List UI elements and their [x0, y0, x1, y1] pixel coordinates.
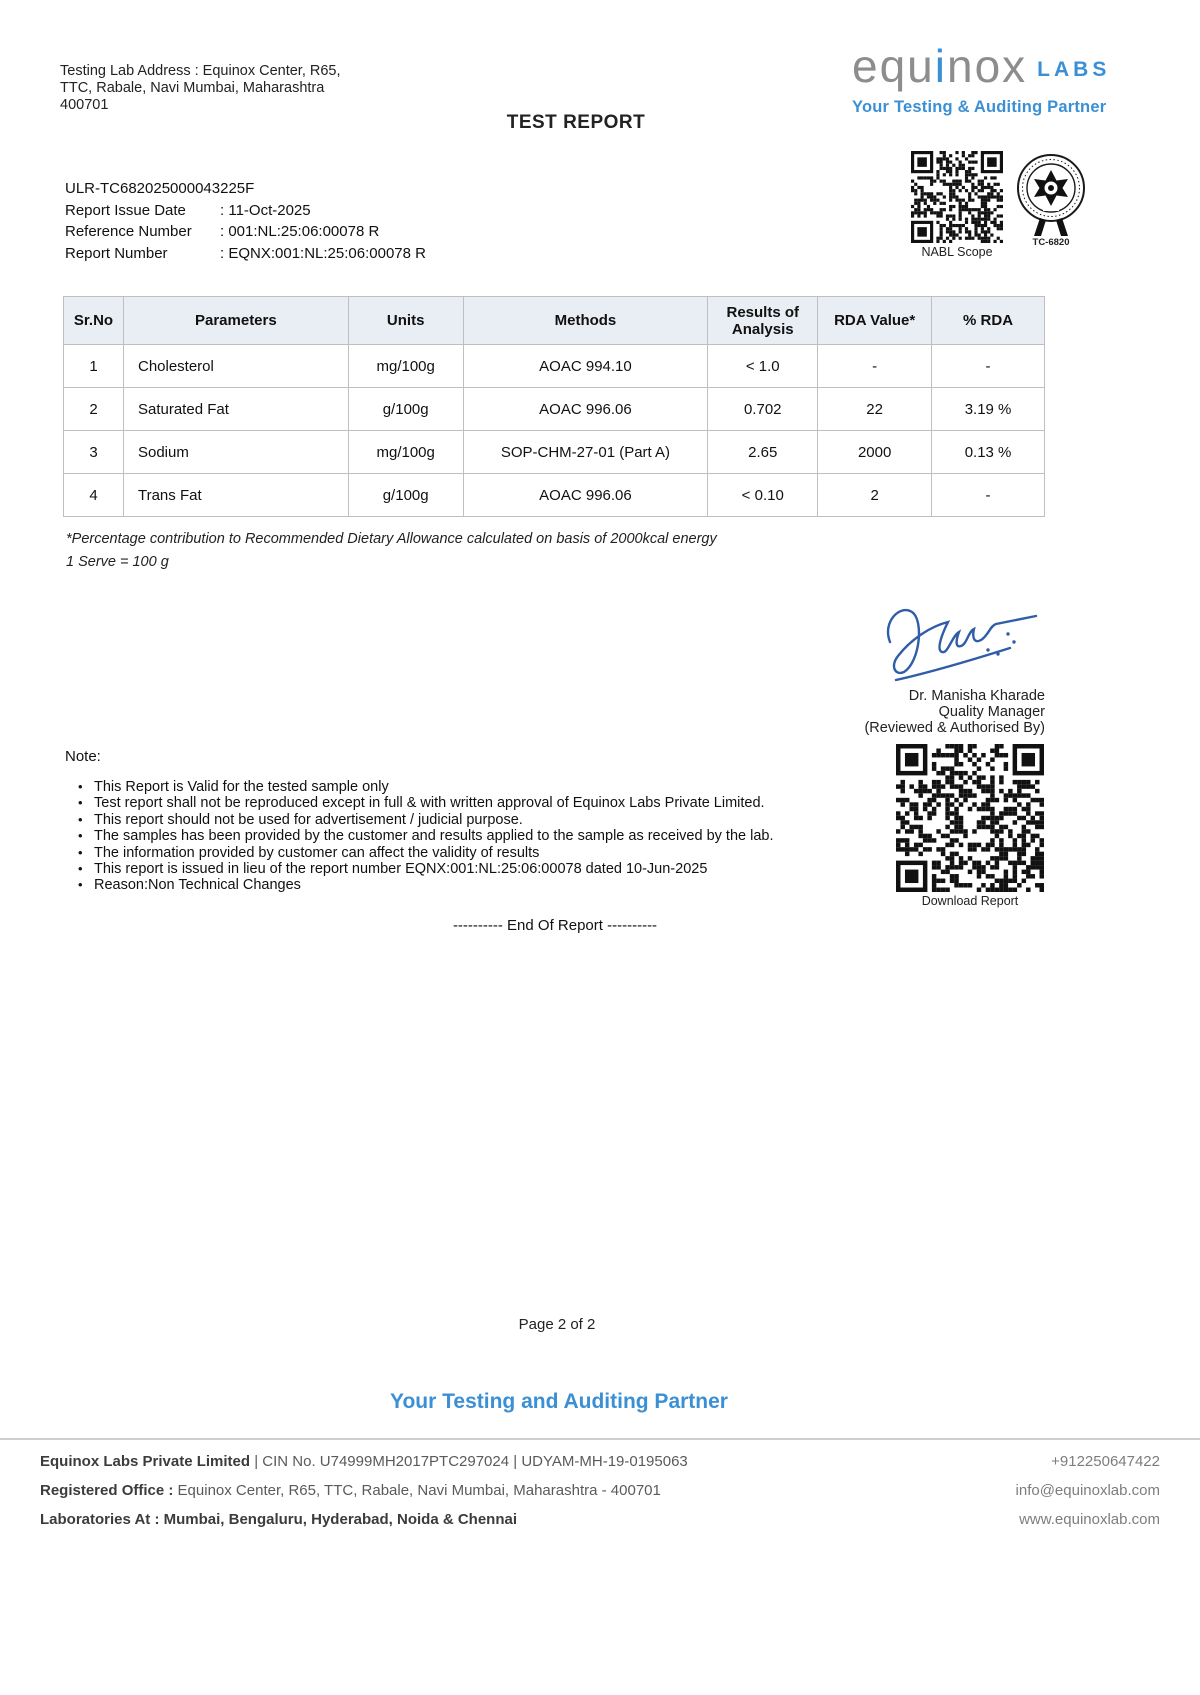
signatory-note: (Reviewed & Authorised By): [864, 720, 1045, 736]
cell-percent-rda: 0.13 %: [932, 431, 1045, 474]
note-text: Test report shall not be reproduced except in full & with written approval of Equinox Labs Private Limited.: [94, 795, 765, 812]
bullet-icon: •: [78, 861, 83, 877]
bullet-icon: •: [78, 779, 83, 794]
note-text: This report should not be used for advertisement / judicial purpose.: [94, 811, 523, 828]
table-row: [64, 474, 1045, 517]
table-row: [64, 431, 1045, 474]
cell-parameter: Saturated Fat: [123, 388, 348, 431]
cell-rda-value: 2: [818, 474, 932, 517]
end-of-report-text: ---------- End Of Report ----------: [452, 917, 658, 934]
cell-parameter: Cholesterol: [123, 345, 348, 388]
footer-tagline: Your Testing and Auditing Partner: [390, 1390, 728, 1413]
meta-value: : EQNX:001:NL:25:06:00078 R: [220, 244, 426, 262]
bullet-icon: •: [78, 795, 83, 811]
cell-percent-rda: -: [932, 345, 1045, 388]
cell-rda-value: -: [818, 345, 932, 388]
lab-address-line: TTC, Rabale, Navi Mumbai, Maharashtra: [60, 80, 325, 96]
cell-parameter: Trans Fat: [123, 474, 348, 517]
cell-srno: 1: [64, 345, 124, 388]
lab-address: [60, 63, 390, 114]
logo-wordmark: [852, 42, 1162, 94]
download-report-label: Download Report: [921, 894, 1019, 908]
column-header-parameters: Parameters: [123, 297, 348, 345]
note-text: Reason:Non Technical Changes: [94, 877, 301, 894]
cell-rda-value: 22: [818, 388, 932, 431]
cell-method: AOAC 994.10: [463, 345, 708, 388]
footer-office-label: Registered Office :: [40, 1482, 178, 1499]
lab-address-line: Testing Lab Address : Equinox Center, R65,: [60, 63, 341, 79]
meta-label: Reference Number: [65, 223, 192, 240]
nabl-scope-qr-code-icon: [911, 151, 1003, 243]
note-item: [78, 795, 798, 811]
nabl-qr-label: NABL Scope: [921, 245, 993, 259]
cell-rda-value: 2000: [818, 431, 932, 474]
bullet-icon: •: [78, 828, 83, 844]
meta-value: : 11-Oct-2025: [220, 201, 311, 219]
equinox-labs-logo: [852, 42, 1162, 117]
table-row: [64, 345, 1045, 388]
seal-certificate-number: TC-6820: [1032, 237, 1070, 248]
footer-phone: +912250647422: [1051, 1453, 1160, 1470]
results-table: [63, 296, 1045, 517]
column-header-results: Results of Analysis: [708, 297, 818, 345]
footer-row-office: [40, 1482, 1160, 1499]
cell-percent-rda: 3.19 %: [932, 388, 1045, 431]
rda-footnote: *Percentage contribution to Recommended Dietary Allowance calculated on basis of 2000kcal energy: [66, 531, 717, 547]
signatory-role: Quality Manager: [938, 704, 1045, 720]
footer-labs-line: [40, 1511, 517, 1528]
page-title: TEST REPORT: [506, 112, 646, 133]
ulr-number: ULR-TC682025000043225F: [65, 180, 255, 197]
meta-row: [65, 200, 426, 222]
footer-company-name: Equinox Labs Private Limited: [40, 1453, 255, 1470]
cell-units: mg/100g: [348, 431, 463, 474]
footer-office-address: Equinox Center, R65, TTC, Rabale, Navi Mumbai, Maharashtra - 400701: [177, 1482, 661, 1499]
page-number: Page 2 of 2: [518, 1316, 596, 1333]
note-item: [78, 861, 798, 877]
note-item: [78, 812, 798, 828]
signatory-name: Dr. Manisha Kharade: [908, 688, 1045, 704]
cell-result: < 0.10: [708, 474, 818, 517]
logo-text: nox: [946, 40, 1028, 92]
signature-icon: [862, 596, 1042, 688]
meta-label: Report Number: [65, 244, 168, 262]
table-header-row: [64, 297, 1045, 345]
note-list: [78, 779, 798, 894]
note-item: [78, 779, 798, 795]
logo-text: equ: [852, 40, 935, 92]
footer-row-labs: [40, 1511, 1160, 1528]
note-heading: Note:: [65, 748, 101, 765]
signatory-block: [700, 688, 1045, 736]
meta-label: Report Issue Date: [65, 201, 186, 219]
footer-row-company: [40, 1453, 1160, 1470]
bullet-icon: •: [78, 811, 83, 827]
cell-units: mg/100g: [348, 345, 463, 388]
footer-website: www.equinoxlab.com: [1019, 1511, 1160, 1528]
cell-srno: 3: [64, 431, 124, 474]
cell-result: 0.702: [708, 388, 818, 431]
serve-size-note: 1 Serve = 100 g: [66, 554, 169, 570]
bullet-icon: •: [78, 877, 83, 893]
note-item: [78, 845, 798, 861]
table-row: [64, 388, 1045, 431]
note-text: The samples has been provided by the customer and results applied to the sample as received by the lab.: [94, 828, 774, 845]
cell-percent-rda: -: [932, 474, 1045, 517]
footer-email: info@equinoxlab.com: [1015, 1482, 1160, 1499]
meta-value: : 001:NL:25:06:00078 R: [220, 223, 380, 240]
note-item: [78, 877, 798, 893]
bullet-icon: •: [78, 844, 83, 860]
report-meta: [65, 178, 426, 264]
note-text: This Report is Valid for the tested sample only: [94, 779, 389, 795]
cell-result: 2.65: [708, 431, 818, 474]
meta-row: [65, 221, 426, 243]
column-header-percent-rda: % RDA: [932, 297, 1045, 345]
column-header-srno: Sr.No: [64, 297, 124, 345]
cell-parameter: Sodium: [123, 431, 348, 474]
lab-address-line: 400701: [60, 97, 109, 113]
cell-method: SOP-CHM-27-01 (Part A): [463, 431, 708, 474]
note-text: The information provided by customer can affect the validity of results: [94, 844, 540, 861]
footer: [0, 1438, 1200, 1695]
cell-method: AOAC 996.06: [463, 474, 708, 517]
logo-labs-text: LABS: [1037, 58, 1111, 81]
logo-tagline: Your Testing & Auditing Partner: [852, 98, 1107, 116]
download-report-qr-code-icon[interactable]: [896, 744, 1044, 892]
footer-labs-list: Laboratories At : Mumbai, Bengaluru, Hyderabad, Noida & Chennai: [40, 1511, 518, 1528]
cell-units: g/100g: [348, 474, 463, 517]
footer-company-line: [40, 1453, 688, 1470]
note-item: [78, 828, 798, 844]
footer-company-details: | CIN No. U74999MH2017PTC297024 | UDYAM-MH-19-0195063: [254, 1453, 688, 1470]
column-header-units: Units: [348, 297, 463, 345]
column-header-rda-value: RDA Value*: [818, 297, 932, 345]
footer-office-line: [40, 1482, 661, 1499]
logo-text-i: i: [934, 40, 947, 92]
cell-srno: 4: [64, 474, 124, 517]
note-text: This report is issued in lieu of the report number EQNX:001:NL:25:06:00078 dated 10-Jun-2025: [94, 861, 708, 878]
cell-method: AOAC 996.06: [463, 388, 708, 431]
meta-row: [65, 243, 426, 265]
cell-result: < 1.0: [708, 345, 818, 388]
nabl-accreditation-seal-icon: [1010, 150, 1092, 238]
column-header-methods: Methods: [463, 297, 708, 345]
cell-srno: 2: [64, 388, 124, 431]
cell-units: g/100g: [348, 388, 463, 431]
